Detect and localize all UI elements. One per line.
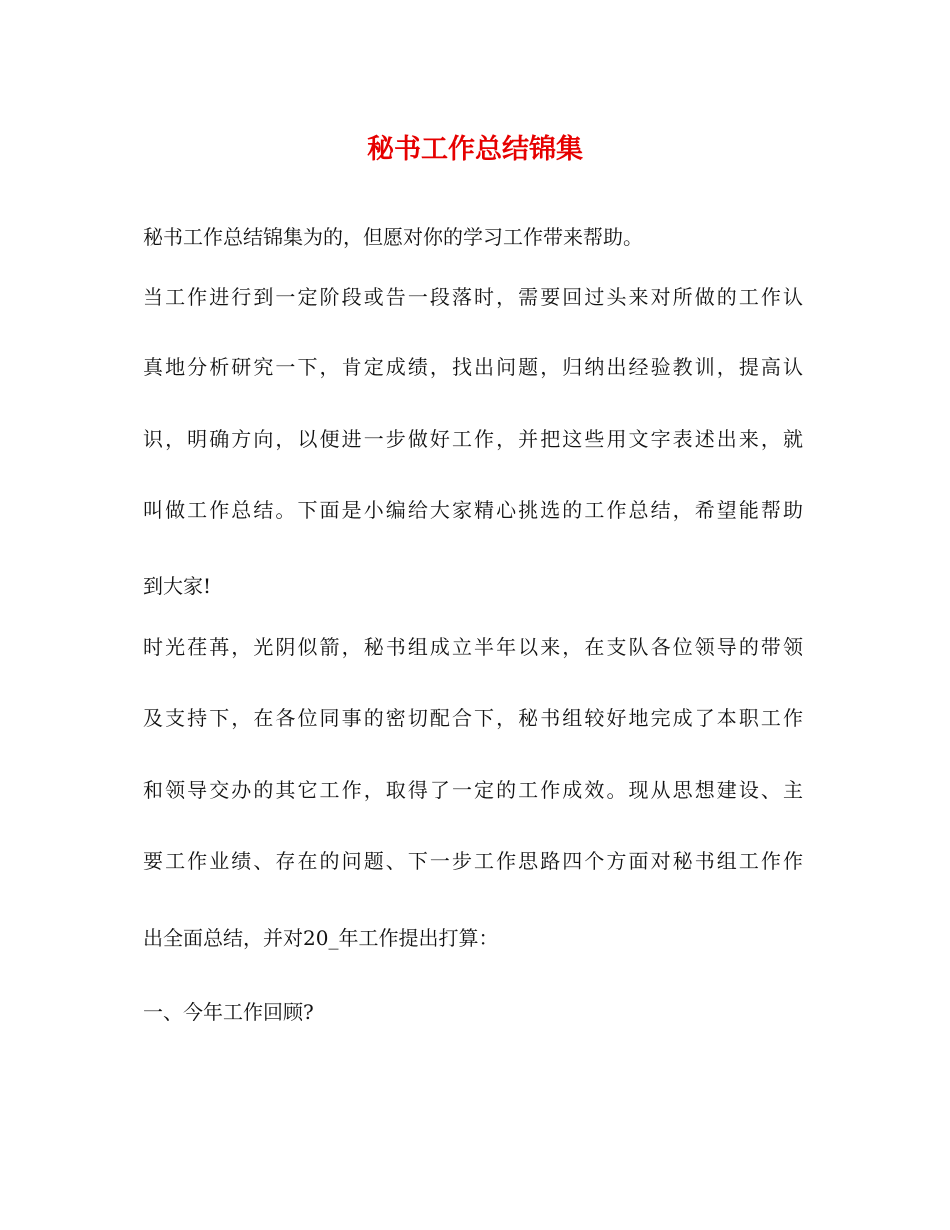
paragraph-line: 秘书工作总结锦集为的，但愿对你的学习工作带来帮助。 bbox=[143, 225, 643, 249]
paragraph-line: 当工作进行到一定阶段或告一段落时，需要回过头来对所做的工作认 bbox=[143, 285, 803, 309]
paragraph-line: 时光荏苒，光阴似箭，秘书组成立半年以来，在支队各位领导的带领 bbox=[143, 635, 803, 659]
paragraph-line: 出全面总结，并对20_年工作提出打算： bbox=[143, 926, 499, 950]
section-heading: 一、今年工作回顾? bbox=[143, 1000, 314, 1024]
paragraph-line: 叫做工作总结。下面是小编给大家精心挑选的工作总结，希望能帮助 bbox=[143, 498, 803, 522]
paragraph-line: 和领导交办的其它工作，取得了一定的工作成效。现从思想建设、主 bbox=[143, 778, 803, 802]
paragraph-line: 要工作业绩、存在的问题、下一步工作思路四个方面对秘书组工作作 bbox=[143, 849, 803, 873]
paragraph-line: 及支持下，在各位同事的密切配合下，秘书组较好地完成了本职工作 bbox=[143, 706, 803, 730]
paragraph-line: 识，明确方向，以便进一步做好工作，并把这些用文字表述出来，就 bbox=[143, 427, 803, 451]
paragraph-line: 到大家! bbox=[143, 574, 212, 598]
document-title: 秘书工作总结锦集 bbox=[367, 134, 583, 165]
paragraph-line: 真地分析研究一下，肯定成绩，找出问题，归纳出经验教训，提高认 bbox=[143, 355, 803, 379]
